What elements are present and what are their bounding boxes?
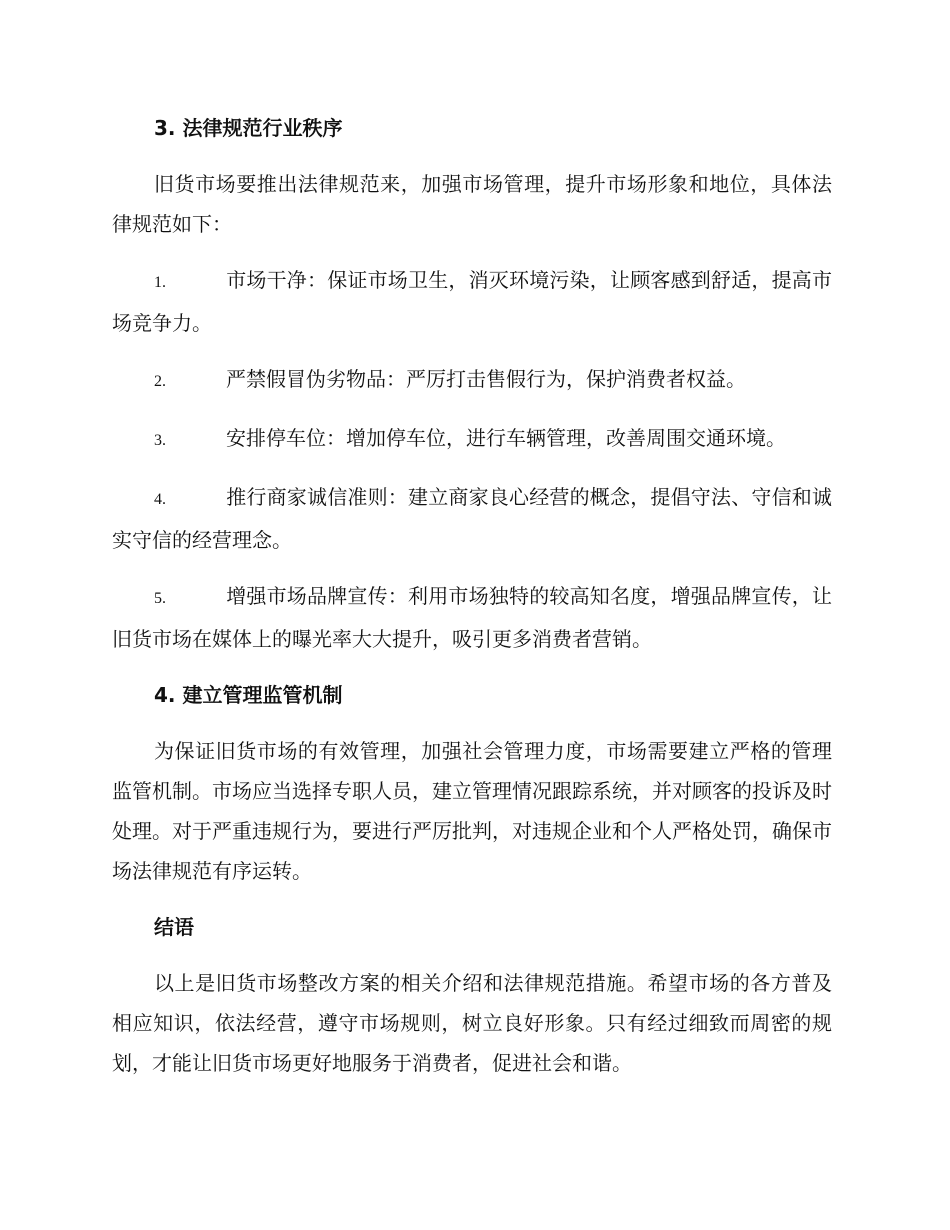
section-3-heading: 3. 法律规范行业秩序 [154, 116, 343, 140]
list-item-text: 增强市场品牌宣传：利用市场独特的较高知名度，增强品牌宣传，让旧货市场在媒体上的曝光率大大提升，吸引更多消费者营销。 [112, 584, 832, 651]
list-item-number: 1. [154, 274, 166, 291]
list-item [112, 477, 832, 560]
list-item [112, 260, 832, 343]
list-item [112, 359, 832, 402]
list-item-text: 安排停车位：增加停车位，进行车辆管理，改善周围交通环境。 [226, 426, 786, 450]
document-page [112, 108, 832, 1099]
conclusion-heading: 结语 [154, 915, 194, 939]
conclusion-body: 以上是旧货市场整改方案的相关介绍和法律规范措施。希望市场的各方普及相应知识，依法经营，遵守市场规则，树立良好形象。只有经过细致而周密的规划，才能让旧货市场更好地服务于消费者，促进社会和谐。 [112, 971, 832, 1075]
list-item-text: 市场干净：保证市场卫生，消灭环境污染，让顾客感到舒适，提高市场竞争力。 [112, 268, 832, 335]
list-item-number: 2. [154, 373, 166, 390]
section-4-body: 为保证旧货市场的有效管理，加强社会管理力度，市场需要建立严格的管理监管机制。市场应当选择专职人员，建立管理情况跟踪系统，并对顾客的投诉及时处理。对于严重违规行为，要进行严厉批判，对违规企业和个人严格处罚，确保市场法律规范有序运转。 [112, 739, 832, 883]
list-item [112, 576, 832, 659]
list-item-text: 严禁假冒伪劣物品：严厉打击售假行为，保护消费者权益。 [226, 367, 746, 391]
list-item-number: 3. [154, 432, 166, 449]
list-item-text: 推行商家诚信准则：建立商家良心经营的概念，提倡守法、守信和诚实守信的经营理念。 [112, 485, 832, 552]
list-item-number: 5. [154, 590, 166, 607]
list-item-number: 4. [154, 491, 166, 508]
list-item [112, 418, 832, 461]
section-3-intro: 旧货市场要推出法律规范来，加强市场管理，提升市场形象和地位，具体法律规范如下： [112, 172, 832, 236]
section-4-heading: 4. 建立管理监管机制 [154, 683, 343, 707]
